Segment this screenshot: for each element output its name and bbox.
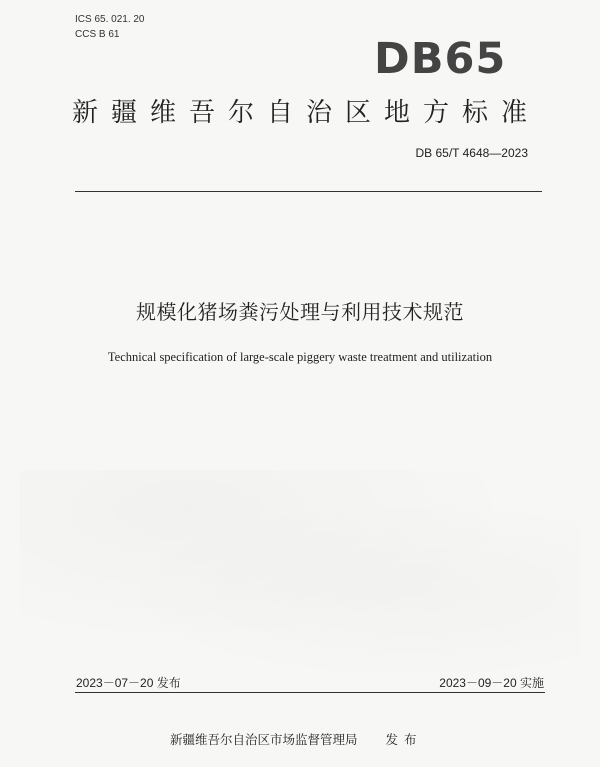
issue-date: 2023－07－20 发布 [76,676,181,690]
ccs-code: CCS B 61 [75,29,120,40]
organization-title: 新疆维吾尔自治区地方标准 [72,98,541,128]
issuer-line [170,730,423,748]
header-divider [75,191,542,192]
classification-codes [75,12,145,42]
chinese-title: 规模化猪场粪污处理与利用技术规范 [136,300,464,324]
ics-code: ICS 65. 021. 20 [75,14,145,25]
db65-logo: DB65 [374,34,507,84]
issuer-name: 新疆维吾尔自治区市场监督管理局 [170,732,358,747]
standard-number: DB 65/T 4648—2023 [415,146,528,160]
publish-label: 发布 [385,732,423,747]
english-title: Technical specification of large-scale piggery waste treatment and utilization [107,350,493,364]
paper-texture [20,470,580,670]
implementation-date: 2023－09－20 实施 [439,676,544,690]
footer-divider [75,692,545,693]
